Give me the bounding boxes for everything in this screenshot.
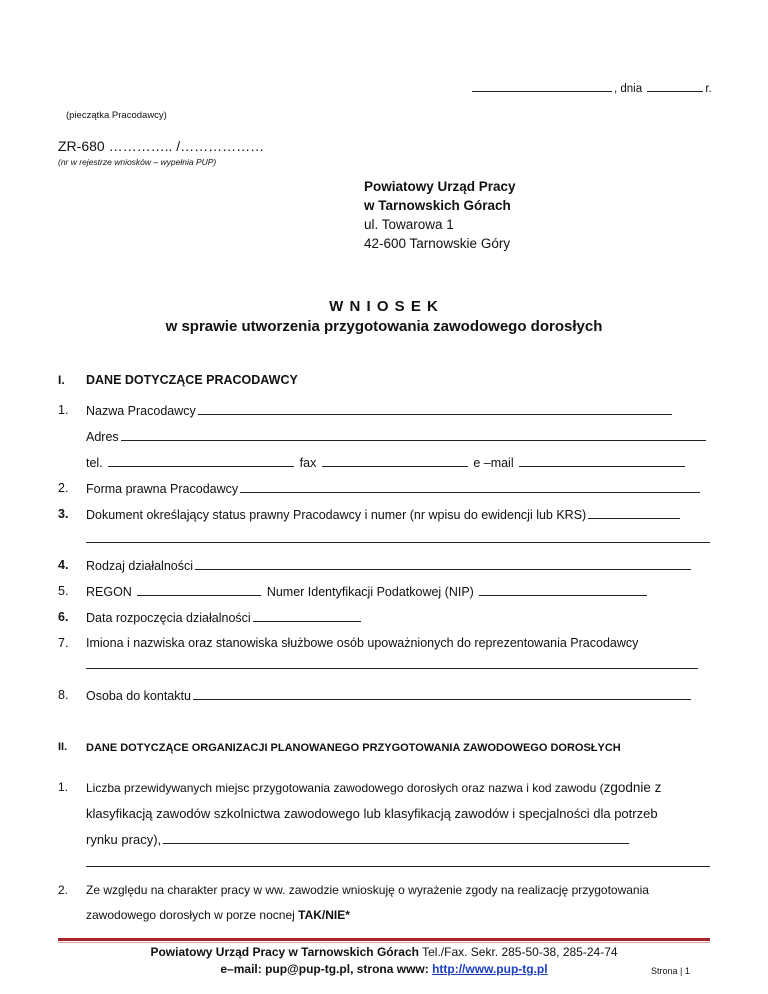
regon-field[interactable]	[137, 584, 261, 596]
section2-item2-number: 2.	[58, 883, 69, 897]
year-suffix: r.	[705, 83, 712, 95]
section2-item1-line2: klasyfikacją zawodów szkolnictwa zawodowego lub klasyfikacją zawodów i specjalności dla potrzeb	[86, 806, 658, 821]
registry-note: (nr w rejestrze wniosków – wypełnia PUP)	[58, 157, 217, 167]
fax-label: fax	[299, 456, 317, 470]
regon-nip-row	[86, 584, 649, 599]
item-7-number: 7.	[58, 636, 69, 650]
section2-item2-line2	[86, 908, 350, 922]
start-date-field[interactable]	[253, 610, 361, 622]
address-label: Adres	[86, 430, 119, 444]
profession-field[interactable]	[163, 832, 629, 844]
footer-divider-shadow	[58, 942, 710, 943]
footer-phone: Tel./Fax. Sekr. 285-50-38, 285-24-74	[418, 945, 618, 959]
section2-item1-text-a: Liczba przewidywanych miejsc przygotowania zawodowego dorosłych oraz nazwa i kod zawodu (	[86, 781, 604, 795]
item-1-number: 1.	[58, 403, 69, 417]
section1-roman: I.	[58, 373, 65, 387]
addressee-postal: 42-600 Tarnowskie Góry	[364, 236, 511, 251]
address-row	[86, 429, 708, 444]
section2-item1-text-c: rynku pracy),	[86, 832, 162, 847]
employer-name-field[interactable]	[198, 403, 672, 415]
start-date-label: Data rozpoczęcia działalności	[86, 611, 251, 625]
legal-form-field[interactable]	[240, 481, 700, 493]
footer-office-name: Powiatowy Urząd Pracy w Tarnowskich Górach	[150, 945, 419, 959]
section2-item2-line1: Ze względu na charakter pracy w ww. zawodzie wnioskuję o wyrażenie zgody na realizację przygotowania	[86, 883, 649, 897]
night-work-label: zawodowego dorosłych w porze nocnej	[86, 908, 299, 922]
page-number: Strona | 1	[651, 966, 690, 976]
contact-person-label: Osoba do kontaktu	[86, 689, 191, 703]
registry-prefix: ZR-680	[58, 138, 105, 154]
profession-field-line2[interactable]	[86, 866, 710, 867]
footer-website-link[interactable]: http://www.pup-tg.pl	[432, 962, 548, 976]
footer-divider	[58, 938, 710, 941]
section1-heading: DANE DOTYCZĄCE PRACODAWCY	[86, 373, 298, 387]
nip-label: Numer Identyfikacji Podatkowej (NIP)	[266, 585, 474, 599]
phone-field[interactable]	[108, 455, 294, 467]
date-line	[470, 80, 712, 95]
business-type-label: Rodzaj działalności	[86, 559, 194, 573]
representatives-field[interactable]	[86, 668, 698, 669]
item-2-number: 2.	[58, 481, 69, 495]
nip-field[interactable]	[479, 584, 647, 596]
document-subtitle: w sprawie utworzenia przygotowania zawodowego dorosłych	[165, 318, 603, 335]
section2-item1-line1	[86, 780, 661, 795]
addressee-name: Powiatowy Urząd Pracy	[364, 179, 516, 194]
contact-person-row	[86, 688, 693, 703]
regon-label: REGON	[86, 585, 132, 599]
legal-document-label: Dokument określający status prawny Pracodawcy i numer (nr wpisu do ewidencji lub KRS)	[86, 508, 587, 522]
employer-name-label: Nazwa Pracodawcy	[86, 404, 196, 418]
email-label: e –mail	[473, 456, 514, 470]
fax-field[interactable]	[322, 455, 468, 467]
item-5-number: 5.	[58, 584, 69, 598]
registry-number	[58, 138, 264, 154]
item-3-number: 3.	[58, 507, 69, 521]
business-type-field[interactable]	[195, 558, 691, 570]
footer-line1	[0, 945, 768, 959]
contact-row	[86, 455, 687, 470]
date-blank[interactable]	[647, 80, 703, 92]
stamp-label: (pieczątka Pracodawcy)	[66, 110, 167, 121]
employer-name-row	[86, 403, 674, 418]
section2-roman: II.	[58, 741, 68, 753]
phone-label: tel.	[86, 456, 103, 470]
business-type-row	[86, 558, 693, 573]
start-date-row	[86, 610, 363, 625]
representatives-label: Imiona i nazwiska oraz stanowiska służbowe osób upoważnionych do reprezentowania Pracodawcy	[86, 636, 639, 650]
email-field[interactable]	[519, 455, 685, 467]
address-field[interactable]	[121, 429, 706, 441]
section2-item1-line3	[86, 832, 631, 847]
item-6-number: 6.	[58, 610, 69, 624]
section2-item1-text-b: zgodnie z	[603, 780, 662, 795]
night-work-choice[interactable]: TAK/NIE*	[298, 908, 350, 922]
addressee-city: w Tarnowskich Górach	[364, 198, 511, 213]
legal-form-label: Forma prawna Pracodawcy	[86, 482, 239, 496]
registry-dots: ………….. /………………	[108, 138, 265, 154]
date-label: , dnia	[614, 83, 643, 95]
section2-heading: DANE DOTYCZĄCE ORGANIZACJI PLANOWANEGO PRZYGOTOWANIA ZAWODOWEGO DOROSŁYCH	[86, 742, 621, 754]
contact-person-field[interactable]	[193, 688, 691, 700]
addressee-street: ul. Towarowa 1	[364, 217, 454, 232]
addressee-block	[364, 177, 516, 253]
place-blank[interactable]	[472, 80, 612, 92]
item-8-number: 8.	[58, 688, 69, 702]
item-4-number: 4.	[58, 558, 69, 572]
document-title: W N I O S E K	[329, 298, 439, 315]
legal-document-field-line2[interactable]	[86, 542, 710, 543]
legal-document-field[interactable]	[588, 507, 680, 519]
legal-form-row	[86, 481, 702, 496]
footer-email: e–mail: pup@pup-tg.pl, strona www:	[220, 962, 433, 976]
legal-document-row	[86, 507, 682, 522]
section2-item1-number: 1.	[58, 780, 69, 794]
